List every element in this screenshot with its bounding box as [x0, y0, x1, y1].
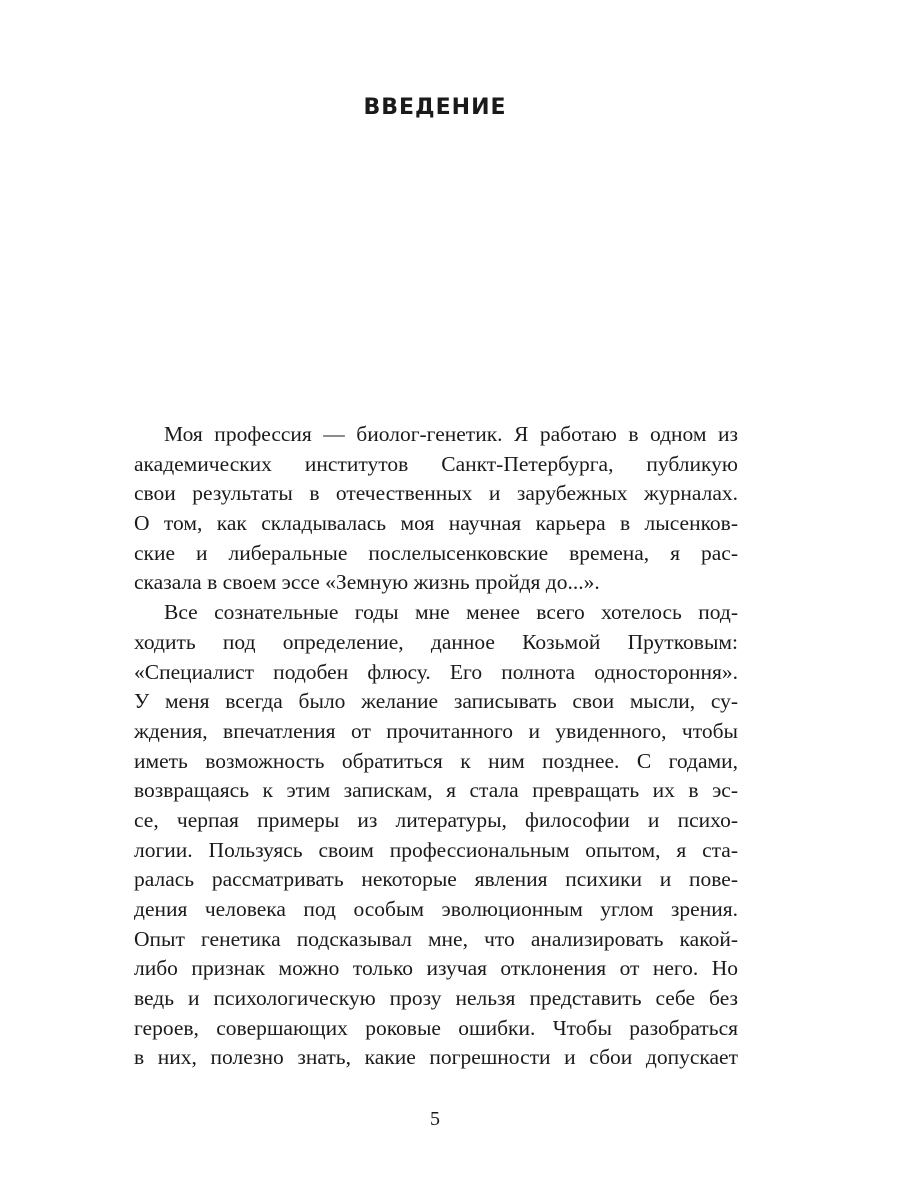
- text-line: ведь и психологическую прозу нельзя представить себе без: [134, 986, 738, 1011]
- text-line: ралась рассматривать некоторые явления психики и пове-: [134, 867, 738, 892]
- text-line: Опыт генетика подсказывал мне, что анализировать какой-: [134, 926, 738, 951]
- text-line: свои результаты в отечественных и зарубежных журналах.: [134, 481, 738, 506]
- text-line: Моя профессия — биолог-генетик. Я работаю в одном из: [164, 422, 738, 446]
- text-line: У меня всегда было желание записывать свои мысли, су-: [134, 689, 738, 714]
- text-line: Все сознательные годы мне менее всего хотелось под-: [164, 600, 738, 625]
- text-line: логии. Пользуясь своим профессиональным опытом, я ста-: [134, 837, 738, 862]
- text-line: ждения, впечатления от прочитанного и увиденного, чтобы: [134, 718, 738, 743]
- page-number: 5: [430, 1108, 440, 1130]
- text-line: дения человека под особым эволюционным углом зрения.: [134, 897, 738, 921]
- text-line: академических институтов Санкт-Петербурга, публикую: [134, 451, 738, 476]
- text-line: се, черпая примеры из литературы, философии и психо-: [134, 807, 738, 832]
- text-line: ходить под определение, данное Козьмой Прутковым:: [134, 629, 738, 654]
- text-line: «Специалист подобен флюсу. Его полнота одностороння».: [134, 659, 738, 684]
- text-line: ские и либеральные послелысенковские времена, я рас-: [134, 540, 738, 565]
- chapter-heading: ВВЕДЕНИЕ: [363, 95, 507, 120]
- body-text: [134, 420, 738, 1073]
- text-line: героев, совершающих роковые ошибки. Чтобы разобраться: [134, 1015, 738, 1040]
- text-line: иметь возможность обратиться к ним позднее. С годами,: [134, 748, 738, 773]
- text-line: либо признак можно только изучая отклонения от него. Но: [134, 956, 738, 981]
- text-line: сказала в своем эссе «Земную жизнь пройдя до...».: [134, 570, 600, 595]
- text-line: в них, полезно знать, какие погрешности и сбои допускает: [134, 1045, 738, 1070]
- text-line: возвращаясь к этим запискам, я стала превращать их в эс-: [134, 778, 738, 803]
- text-line: О том, как складывалась моя научная карьера в лысенков-: [134, 511, 738, 536]
